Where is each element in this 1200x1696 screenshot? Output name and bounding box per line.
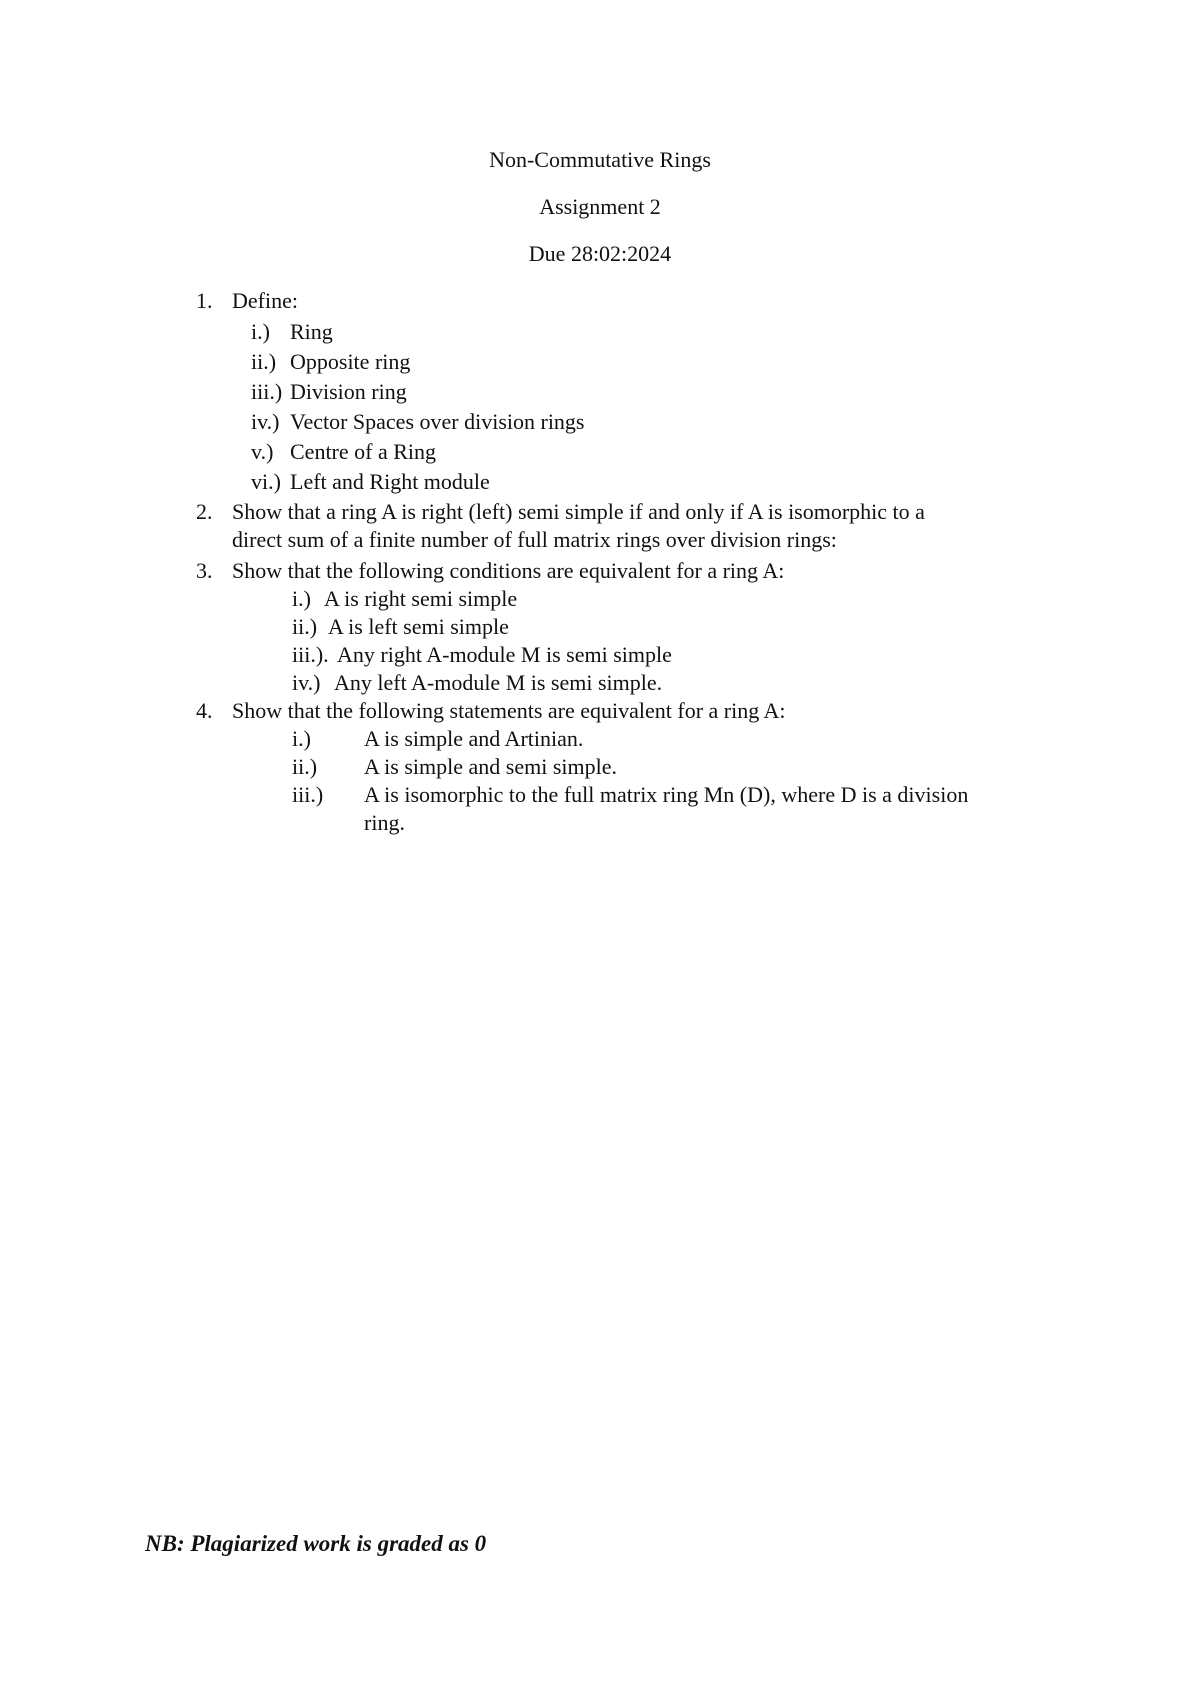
item-text: A is isomorphic to the full matrix ring Mn (D), where D is a division	[364, 782, 969, 807]
item-label: vi.)	[251, 469, 281, 494]
question-number: 2.	[196, 499, 213, 524]
item-text: Division ring	[290, 379, 407, 404]
item-text: Centre of a Ring	[290, 439, 437, 464]
question-text: Show that the following conditions are equivalent for a ring A:	[232, 558, 785, 583]
item-label: iv.)	[251, 409, 280, 434]
item-text: A is simple and semi simple.	[364, 754, 617, 779]
item-label: v.)	[251, 439, 274, 464]
plagiarism-note: NB: Plagiarized work is graded as 0	[145, 1531, 487, 1556]
item-label: ii.)	[292, 614, 318, 639]
item-label: i.)	[292, 586, 311, 611]
question-number: 4.	[196, 698, 213, 723]
item-text: Any left A-module M is semi simple.	[334, 670, 663, 695]
item-label: iii.)	[251, 379, 283, 404]
item-label: iii.).	[292, 642, 329, 667]
question-text: Show that a ring A is right (left) semi simple if and only if A is isomorphic to a	[232, 499, 925, 524]
item-label: i.)	[292, 726, 311, 751]
item-text: Left and Right module	[290, 469, 490, 494]
item-text: A is simple and Artinian.	[364, 726, 584, 751]
item-text: Ring	[290, 319, 333, 344]
item-text: ring.	[364, 810, 405, 835]
item-text: Opposite ring	[290, 349, 411, 374]
item-text: Vector Spaces over division rings	[290, 409, 585, 434]
item-label: ii.)	[251, 349, 277, 374]
due-date: Due 28:02:2024	[528, 241, 672, 266]
question-text: Define:	[232, 288, 298, 313]
item-label: ii.)	[292, 754, 318, 779]
document-title: Non-Commutative Rings	[489, 147, 711, 172]
item-text: A is left semi simple	[328, 614, 509, 639]
question-text: direct sum of a finite number of full matrix rings over division rings:	[232, 527, 837, 552]
item-text: Any right A-module M is semi simple	[337, 642, 672, 667]
question-number: 3.	[196, 558, 213, 583]
item-label: i.)	[251, 319, 270, 344]
question-number: 1.	[196, 288, 213, 313]
item-label: iv.)	[292, 670, 321, 695]
question-text: Show that the following statements are equivalent for a ring A:	[232, 698, 786, 723]
assignment-number: Assignment 2	[539, 194, 661, 219]
item-text: A is right semi simple	[324, 586, 518, 611]
item-label: iii.)	[292, 782, 324, 807]
